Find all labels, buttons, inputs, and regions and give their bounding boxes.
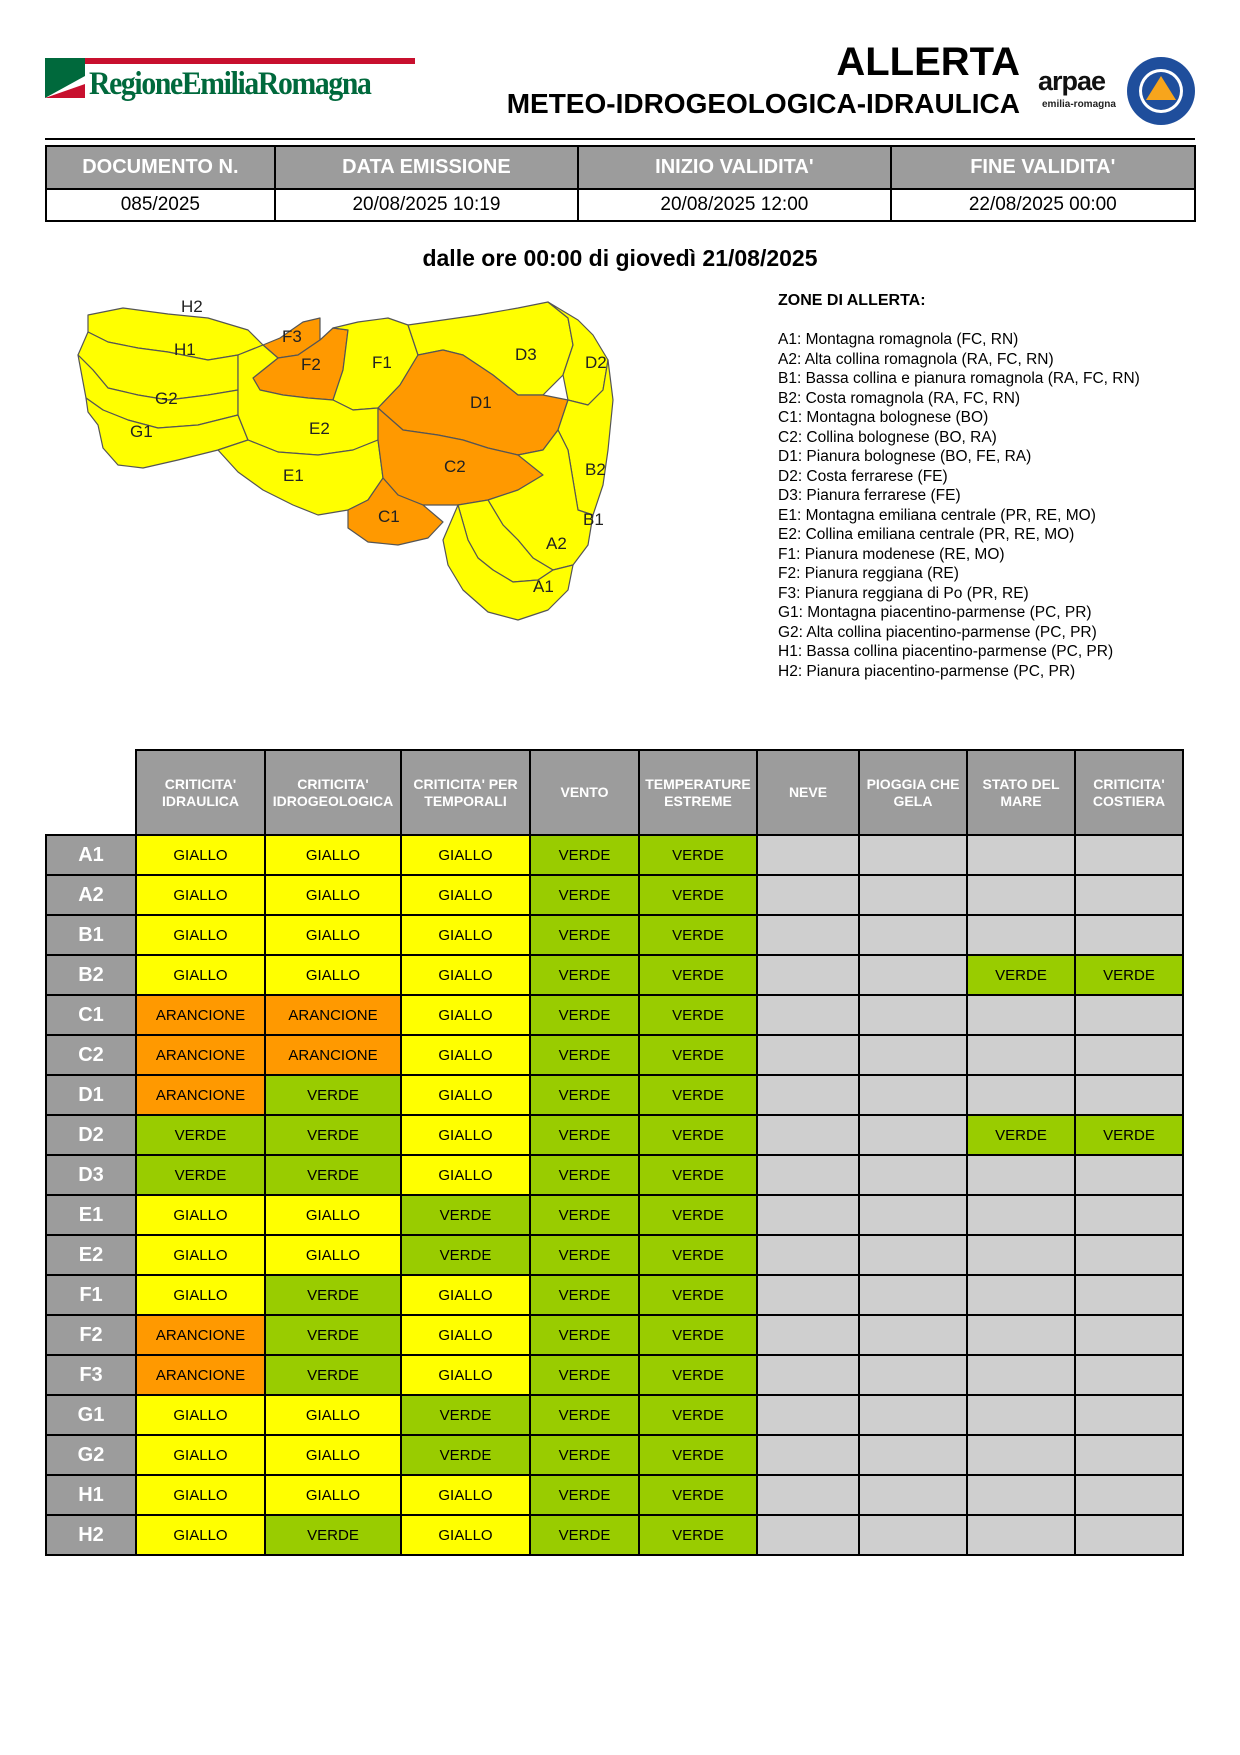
alert-level-cell: VERDE — [639, 1155, 757, 1195]
alert-level-cell — [1075, 1235, 1183, 1275]
alert-level-cell — [859, 835, 967, 875]
zone-code: A2 — [46, 875, 136, 915]
alert-level-cell: GIALLO — [265, 1435, 401, 1475]
alert-level-cell — [757, 1355, 859, 1395]
alert-level-cell: VERDE — [265, 1155, 401, 1195]
alert-level-cell — [1075, 1475, 1183, 1515]
zone-legend-item: E2: Collina emiliana centrale (PR, RE, MO) — [778, 526, 1075, 543]
grid-column-header-line: MARE — [1000, 792, 1042, 809]
alert-level-cell: VERDE — [530, 995, 639, 1035]
alert-level-cell: ARANCIONE — [136, 1075, 265, 1115]
zone-code: C2 — [46, 1035, 136, 1075]
alert-level-cell — [859, 1155, 967, 1195]
alert-level-cell — [967, 915, 1075, 955]
alert-level-cell — [757, 1035, 859, 1075]
map-zone-label: D2 — [585, 353, 607, 372]
alert-level-table — [45, 749, 1184, 1556]
zone-legend-item: D2: Costa ferrarese (FE) — [778, 467, 948, 485]
alert-level-cell — [757, 995, 859, 1035]
alert-level-cell: VERDE — [639, 1475, 757, 1515]
grid-row-g2 — [46, 1435, 1183, 1475]
zone-legend-item: A1: Montagna romagnola (FC, RN) — [778, 331, 1019, 348]
zone-legend-item: C2: Collina bolognese (BO, RA) — [778, 428, 997, 446]
zone-code: F1 — [46, 1275, 136, 1315]
grid-row-f2 — [46, 1315, 1183, 1355]
zone-code: H2 — [46, 1515, 136, 1555]
alert-level-cell — [967, 1355, 1075, 1395]
alert-level-cell — [757, 1515, 859, 1555]
alert-level-cell: VERDE — [639, 955, 757, 995]
arpae-logo-sub: emilia-romagna — [1042, 99, 1116, 110]
alert-level-cell: GIALLO — [265, 875, 401, 915]
grid-column-header-line: GELA — [893, 792, 933, 809]
alert-level-cell — [967, 875, 1075, 915]
grid-row-f1 — [46, 1275, 1183, 1315]
zone-code: B1 — [46, 915, 136, 955]
grid-column-header-line: CRITICITA' — [164, 775, 237, 792]
alert-level-cell — [967, 1195, 1075, 1235]
arpae-logo-text: arpae — [1038, 66, 1106, 96]
alert-level-cell: ARANCIONE — [136, 1315, 265, 1355]
alert-level-cell — [967, 1235, 1075, 1275]
alert-level-cell — [859, 955, 967, 995]
alert-level-cell — [1075, 875, 1183, 915]
alert-level-cell: VERDE — [530, 1235, 639, 1275]
grid-column-header-line: ESTREME — [664, 792, 732, 809]
grid-row-f3 — [46, 1355, 1183, 1395]
alert-level-cell — [1075, 1075, 1183, 1115]
grid-column-header — [530, 750, 639, 835]
alert-level-cell — [859, 1195, 967, 1235]
alert-level-cell: VERDE — [639, 1195, 757, 1235]
validity-end-header: FINE VALIDITA' — [891, 146, 1195, 189]
alert-level-cell — [967, 1075, 1075, 1115]
alert-level-cell — [859, 995, 967, 1035]
grid-column-header-line: STATO DEL — [982, 775, 1060, 792]
alert-level-cell: VERDE — [530, 875, 639, 915]
alert-level-cell: GIALLO — [265, 1195, 401, 1235]
alert-level-cell: VERDE — [136, 1115, 265, 1155]
region-flag-icon — [45, 58, 85, 98]
alert-level-cell: GIALLO — [265, 1475, 401, 1515]
map-zone-label: B2 — [585, 460, 606, 479]
alert-level-cell: VERDE — [530, 1435, 639, 1475]
alert-level-cell — [967, 1475, 1075, 1515]
alert-level-cell: GIALLO — [401, 1275, 530, 1315]
zone-code: D1 — [46, 1075, 136, 1115]
alert-level-cell: VERDE — [639, 995, 757, 1035]
alert-level-cell: VERDE — [265, 1315, 401, 1355]
zone-legend-item: D3: Pianura ferrarese (FE) — [778, 487, 961, 504]
alert-level-cell — [757, 1155, 859, 1195]
alert-zones-map — [48, 300, 688, 700]
map-zone-label: G2 — [155, 389, 178, 408]
grid-row-e2 — [46, 1235, 1183, 1275]
zone-legend-item: F3: Pianura reggiana di Po (PR, RE) — [778, 584, 1029, 602]
grid-row-h2 — [46, 1515, 1183, 1555]
validity-start: 20/08/2025 12:00 — [578, 189, 890, 221]
alert-level-cell: VERDE — [265, 1355, 401, 1395]
zone-code: F3 — [46, 1355, 136, 1395]
alert-level-cell — [967, 835, 1075, 875]
map-zone-label: F1 — [372, 353, 392, 372]
alert-level-cell — [757, 1315, 859, 1355]
alert-level-cell: VERDE — [639, 1275, 757, 1315]
alert-level-cell: VERDE — [136, 1155, 265, 1195]
map-zone-label: F3 — [282, 327, 302, 346]
alert-level-cell — [1075, 1275, 1183, 1315]
grid-column-header-line: IDRAULICA — [162, 792, 239, 809]
zone-code: E1 — [46, 1195, 136, 1235]
logo-text: RegioneEmiliaRomagna — [89, 66, 371, 102]
alert-level-cell: VERDE — [530, 1195, 639, 1235]
alert-level-cell: GIALLO — [265, 955, 401, 995]
zone-legend-item: G2: Alta collina piacentino-parmense (PC, PR) — [778, 623, 1097, 641]
title-allerta: ALLERTA — [836, 40, 1020, 84]
zone-legend-item: C1: Montagna bolognese (BO) — [778, 409, 989, 426]
alert-level-cell: VERDE — [401, 1435, 530, 1475]
protezione-civile-seal-icon — [1125, 55, 1197, 127]
zones-title: ZONE DI ALLERTA: — [778, 292, 926, 309]
alert-level-cell: VERDE — [1075, 955, 1183, 995]
alert-level-cell: GIALLO — [401, 1115, 530, 1155]
alert-level-cell: GIALLO — [401, 1475, 530, 1515]
alert-level-cell — [967, 1435, 1075, 1475]
alert-level-cell — [859, 1515, 967, 1555]
alert-level-cell: GIALLO — [401, 955, 530, 995]
grid-row-d3 — [46, 1155, 1183, 1195]
alert-level-cell: GIALLO — [136, 875, 265, 915]
alert-level-cell — [1075, 1435, 1183, 1475]
zone-code: D2 — [46, 1115, 136, 1155]
zone-legend-item: G1: Montagna piacentino-parmense (PC, PR) — [778, 604, 1092, 621]
alert-level-cell: GIALLO — [401, 1315, 530, 1355]
grid-row-h1 — [46, 1475, 1183, 1515]
map-zone-label: C2 — [444, 457, 466, 476]
grid-column-header-line: COSTIERA — [1092, 792, 1166, 809]
alert-level-cell — [859, 1475, 967, 1515]
grid-row-e1 — [46, 1195, 1183, 1235]
zone-code: A1 — [46, 835, 136, 875]
alert-level-cell: VERDE — [967, 1115, 1075, 1155]
alert-level-cell — [757, 915, 859, 955]
grid-column-header-line: TEMPERATURE — [645, 775, 751, 792]
alert-level-cell: GIALLO — [265, 835, 401, 875]
document-header-row — [46, 146, 1195, 189]
zone-legend-item: A2: Alta collina romagnola (RA, FC, RN) — [778, 350, 1054, 368]
alert-level-cell: GIALLO — [401, 915, 530, 955]
alert-level-cell — [1075, 835, 1183, 875]
alert-level-cell — [757, 1235, 859, 1275]
alert-level-cell: VERDE — [530, 1315, 639, 1355]
grid-row-d2 — [46, 1115, 1183, 1155]
alert-level-cell — [859, 1115, 967, 1155]
validity-period-line: dalle ore 00:00 di giovedì 21/08/2025 — [422, 245, 818, 271]
zone-legend-item: D1: Pianura bolognese (BO, FE, RA) — [778, 448, 1032, 465]
alert-level-cell — [967, 1035, 1075, 1075]
zone-legend-item: H2: Pianura piacentino-parmense (PC, PR) — [778, 662, 1076, 680]
alert-level-cell — [1075, 1395, 1183, 1435]
zone-legend-item: E1: Montagna emiliana centrale (PR, RE, MO) — [778, 506, 1096, 524]
map-zone-label: E2 — [309, 419, 330, 438]
alert-level-cell: VERDE — [639, 915, 757, 955]
alert-level-cell: VERDE — [530, 1035, 639, 1075]
alert-level-cell — [1075, 1315, 1183, 1355]
alert-level-cell: ARANCIONE — [265, 1035, 401, 1075]
zone-code: B2 — [46, 955, 136, 995]
alert-level-cell — [757, 835, 859, 875]
grid-column-header-line: PIOGGIA CHE — [866, 775, 960, 792]
map-zone-label: C1 — [378, 507, 400, 526]
alert-level-cell: VERDE — [265, 1515, 401, 1555]
alert-level-cell: GIALLO — [136, 1235, 265, 1275]
alert-level-cell — [859, 875, 967, 915]
alert-level-cell — [1075, 1355, 1183, 1395]
grid-column-header — [401, 750, 530, 835]
alert-level-cell: GIALLO — [401, 1155, 530, 1195]
alert-level-cell: VERDE — [401, 1195, 530, 1235]
alert-level-cell: VERDE — [265, 1115, 401, 1155]
map-zone-label: H1 — [174, 340, 196, 359]
alert-level-cell — [967, 1275, 1075, 1315]
grid-column-header-line: NEVE — [788, 784, 828, 800]
alert-level-cell: GIALLO — [265, 1235, 401, 1275]
grid-column-header — [639, 750, 757, 835]
alert-level-cell — [757, 1435, 859, 1475]
alert-level-cell: GIALLO — [136, 1275, 265, 1315]
alert-level-cell: VERDE — [530, 1475, 639, 1515]
alert-level-cell: GIALLO — [136, 1195, 265, 1235]
grid-row-c1 — [46, 995, 1183, 1035]
alert-level-cell: ARANCIONE — [136, 1035, 265, 1075]
alert-level-cell: GIALLO — [136, 1475, 265, 1515]
grid-header-row — [46, 750, 1183, 835]
alert-level-cell — [757, 1275, 859, 1315]
zone-legend-item: H1: Bassa collina piacentino-parmense (PC, PR) — [778, 643, 1114, 660]
alert-level-cell: GIALLO — [265, 1395, 401, 1435]
zone-code: H1 — [46, 1475, 136, 1515]
alert-level-cell: VERDE — [530, 1355, 639, 1395]
alert-level-cell: GIALLO — [401, 875, 530, 915]
alert-level-cell: VERDE — [265, 1275, 401, 1315]
alert-level-cell: VERDE — [967, 955, 1075, 995]
alert-level-cell — [859, 1315, 967, 1355]
arpae-logo — [1038, 66, 1128, 116]
map-zone-label: F2 — [301, 355, 321, 374]
map-zone-label: B1 — [583, 510, 604, 529]
alert-level-cell — [859, 1235, 967, 1275]
map-zone-label: A1 — [533, 577, 554, 596]
zone-code: G1 — [46, 1395, 136, 1435]
grid-row-g1 — [46, 1395, 1183, 1435]
map-zone-label: G1 — [130, 422, 153, 441]
alert-level-cell: VERDE — [639, 1355, 757, 1395]
alert-level-cell — [967, 1155, 1075, 1195]
grid-column-header — [265, 750, 401, 835]
emission-date: 20/08/2025 10:19 — [275, 189, 578, 221]
grid-row-b1 — [46, 915, 1183, 955]
alert-level-cell — [1075, 1035, 1183, 1075]
grid-row-a1 — [46, 835, 1183, 875]
map-zone-label: A2 — [546, 534, 567, 553]
zones-list — [778, 330, 1140, 681]
alert-level-cell — [757, 1115, 859, 1155]
alert-level-cell: GIALLO — [265, 915, 401, 955]
grid-column-header — [1075, 750, 1183, 835]
grid-corner — [46, 750, 136, 835]
alert-level-cell: VERDE — [530, 1075, 639, 1115]
zone-legend-item: B2: Costa romagnola (RA, FC, RN) — [778, 389, 1021, 407]
title-subtitle: METEO-IDROGEOLOGICA-IDRAULICA — [506, 88, 1020, 119]
alert-level-cell — [967, 1395, 1075, 1435]
alert-level-cell — [1075, 1155, 1183, 1195]
alert-level-cell — [757, 1475, 859, 1515]
map-zone-label: H2 — [181, 300, 203, 316]
alert-level-cell: ARANCIONE — [265, 995, 401, 1035]
alert-level-cell: VERDE — [639, 1235, 757, 1275]
alert-level-cell — [757, 1195, 859, 1235]
zone-legend-item: F2: Pianura reggiana (RE) — [778, 565, 959, 582]
zone-code: G2 — [46, 1435, 136, 1475]
grid-row-a2 — [46, 875, 1183, 915]
alert-level-cell: VERDE — [639, 1035, 757, 1075]
grid-column-header — [967, 750, 1075, 835]
alert-level-cell: VERDE — [639, 1315, 757, 1355]
alert-level-cell: VERDE — [530, 1395, 639, 1435]
alert-level-cell — [859, 1435, 967, 1475]
map-zone-label: D3 — [515, 345, 537, 364]
zone-legend-item: F1: Pianura modenese (RE, MO) — [778, 545, 1005, 563]
alert-level-cell: VERDE — [530, 915, 639, 955]
map-zone-label: D1 — [470, 393, 492, 412]
alert-level-cell: GIALLO — [401, 1075, 530, 1115]
logo-red-bar — [85, 58, 415, 64]
alert-level-cell: GIALLO — [401, 1515, 530, 1555]
alert-level-cell: VERDE — [639, 1075, 757, 1115]
alert-level-cell — [859, 1075, 967, 1115]
alert-level-cell — [859, 1275, 967, 1315]
zone-code: E2 — [46, 1235, 136, 1275]
alert-level-cell: VERDE — [639, 1435, 757, 1475]
grid-column-header — [859, 750, 967, 835]
document-number: 085/2025 — [46, 189, 275, 221]
alert-level-cell — [859, 1395, 967, 1435]
alert-level-cell — [757, 875, 859, 915]
alert-level-cell: VERDE — [401, 1395, 530, 1435]
alert-level-cell: GIALLO — [136, 1395, 265, 1435]
grid-row-d1 — [46, 1075, 1183, 1115]
alert-level-cell: VERDE — [639, 1115, 757, 1155]
document-info-table — [45, 145, 1196, 222]
alert-level-cell — [757, 955, 859, 995]
grid-row-c2 — [46, 1035, 1183, 1075]
alert-level-cell: GIALLO — [136, 1435, 265, 1475]
document-number-header: DOCUMENTO N. — [46, 146, 275, 189]
alert-level-cell — [1075, 915, 1183, 955]
zone-code: C1 — [46, 995, 136, 1035]
grid-column-header — [136, 750, 265, 835]
zone-code: D3 — [46, 1155, 136, 1195]
alert-level-cell: GIALLO — [136, 1515, 265, 1555]
alert-level-cell: VERDE — [265, 1075, 401, 1115]
regione-emilia-romagna-logo — [45, 58, 375, 108]
alert-level-cell: GIALLO — [401, 1035, 530, 1075]
alert-level-cell — [1075, 1195, 1183, 1235]
alert-level-cell: VERDE — [639, 1515, 757, 1555]
alert-level-cell: VERDE — [530, 1275, 639, 1315]
alert-level-cell: VERDE — [530, 1115, 639, 1155]
alert-level-cell — [859, 1355, 967, 1395]
alert-level-cell: VERDE — [639, 875, 757, 915]
alert-level-cell: GIALLO — [136, 835, 265, 875]
alert-level-cell: ARANCIONE — [136, 995, 265, 1035]
alert-level-cell: VERDE — [401, 1235, 530, 1275]
alert-level-cell: ARANCIONE — [136, 1355, 265, 1395]
alert-level-cell — [1075, 995, 1183, 1035]
alert-level-cell — [757, 1395, 859, 1435]
alert-level-cell: VERDE — [530, 1515, 639, 1555]
alert-level-cell: GIALLO — [401, 995, 530, 1035]
alert-level-cell: VERDE — [530, 1155, 639, 1195]
alert-level-cell: GIALLO — [401, 835, 530, 875]
zone-legend-item: B1: Bassa collina e pianura romagnola (RA, FC, RN) — [778, 370, 1140, 387]
document-value-row — [46, 189, 1195, 221]
grid-column-header-line: CRITICITA' — [297, 775, 369, 792]
map-zone-label: E1 — [283, 466, 304, 485]
alert-level-cell — [967, 1315, 1075, 1355]
emission-date-header: DATA EMISSIONE — [275, 146, 578, 189]
alert-level-cell — [967, 995, 1075, 1035]
grid-column-header-line: CRITICITA' — [1093, 775, 1165, 792]
validity-end: 22/08/2025 00:00 — [891, 189, 1195, 221]
grid-row-b2 — [46, 955, 1183, 995]
header-rule — [45, 138, 1195, 140]
alert-level-cell: VERDE — [639, 835, 757, 875]
alert-level-cell: GIALLO — [136, 955, 265, 995]
validity-start-header: INIZIO VALIDITA' — [578, 146, 890, 189]
grid-column-header-line: TEMPORALI — [424, 792, 507, 809]
grid-column-header — [757, 750, 859, 835]
grid-column-header-line: IDROGEOLOGICA — [272, 792, 394, 809]
grid-column-header-line: VENTO — [560, 784, 609, 800]
alert-level-cell — [757, 1075, 859, 1115]
alert-level-cell: VERDE — [530, 835, 639, 875]
zone-code: F2 — [46, 1315, 136, 1355]
alert-level-cell: GIALLO — [136, 915, 265, 955]
alert-level-cell — [1075, 1515, 1183, 1555]
alert-level-cell: VERDE — [530, 955, 639, 995]
alert-level-cell — [859, 1035, 967, 1075]
alert-level-cell: GIALLO — [401, 1355, 530, 1395]
alert-level-cell: VERDE — [1075, 1115, 1183, 1155]
alert-level-cell — [967, 1515, 1075, 1555]
alert-level-cell: VERDE — [639, 1395, 757, 1435]
alert-level-cell — [859, 915, 967, 955]
grid-column-header-line: CRITICITA' PER — [413, 775, 518, 792]
